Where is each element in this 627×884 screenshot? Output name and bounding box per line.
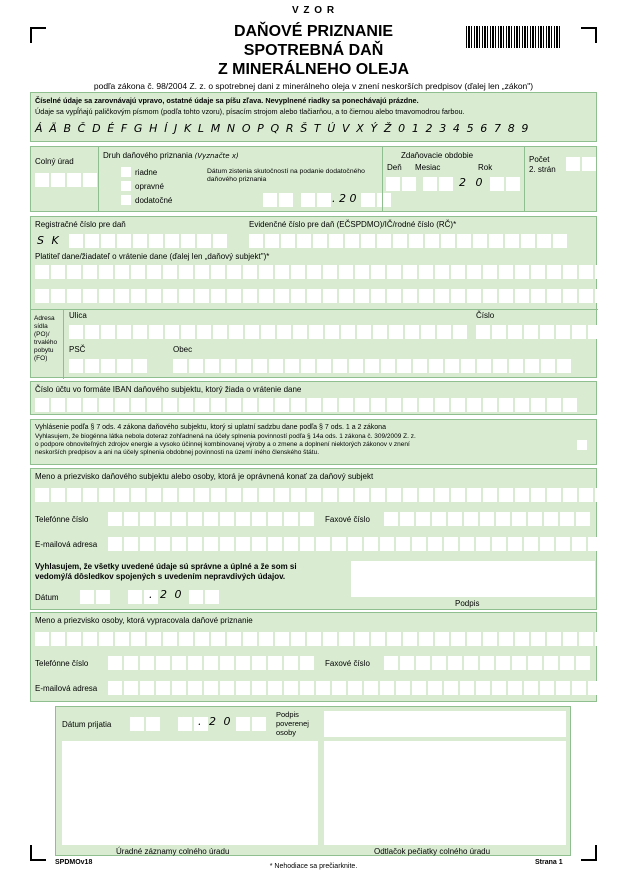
datum-field[interactable] [80,590,158,604]
datum-label: Dátum [35,593,59,602]
vypracovala-telefon-field[interactable] [108,656,314,670]
riadne-label: riadne [135,168,158,177]
ulica-label: Ulica [69,311,87,320]
fax-label: Faxové číslo [325,515,370,524]
mesiac-label: Mesiac [415,163,441,172]
reg-cislo-label: Registračné číslo pre daň [35,220,126,229]
adresa-label: Adresa [34,315,55,322]
datum-zistenia-suffix: . 2 0 [332,192,357,205]
obdobie-rok-field[interactable] [490,177,520,191]
psc-field[interactable] [69,359,147,373]
datum-prijatia-field[interactable] [130,717,208,731]
obdobie-rok-prefix: 2 0 [459,176,486,189]
telefon-label: Telefónne číslo [35,515,89,524]
colny-urad-field[interactable] [35,173,97,187]
pobytu-label: pobytu [34,347,54,354]
cislo-label: Číslo [476,311,495,320]
reg-cislo-field[interactable] [69,234,227,248]
vypracovala-email-field[interactable] [108,681,602,695]
colny-urad-label: Colný úrad [35,157,74,166]
datum-year-field[interactable] [189,590,219,604]
riadne-checkbox[interactable] [121,167,131,177]
podpis-box[interactable] [351,561,595,597]
vyhlasujem-line-2: vedomý/á dôsledkov spojených s uvedením nepravdivých údajov. [35,572,286,581]
section-iban [30,381,597,415]
form-code: SPDMOv18 [55,859,93,866]
druh-label: Druh daňového priznania (Vyznačte x) [103,151,239,160]
platitel-field-row1[interactable] [35,265,625,279]
vypracovala-meno-label: Meno a priezvisko osoby, ktorá vypracovala daňové priznanie [35,616,253,625]
evid-cislo-field[interactable] [249,234,567,248]
opravne-label: opravné [135,182,164,191]
section-vypracovala [30,612,597,702]
obdobie-label: Zdaňovacie obdobie [401,151,474,160]
zaznamy-box [62,741,318,845]
podpis-label: Podpis [455,599,480,608]
corner-mark-bottom-left [30,845,46,861]
meno-field[interactable] [35,488,625,502]
den-label: Deň [387,163,402,172]
obec-label: Obec [173,345,193,354]
obdobie-mesiac-field[interactable] [423,177,453,191]
vyhlasenie-line-2: Vyhlasujem, že biogénna látka nebola doteraz zohľadnená na účely splnenia povinností podľa § 14a ods. 1 zákona č. 309/2009 Z. z. [35,433,416,440]
datum-zistenia-year[interactable] [361,193,391,207]
section-druh-priznania [30,146,597,212]
instructions-section [30,92,597,142]
section-danovy-subjekt [30,216,597,378]
datum-zistenia-label: Dátum zistenia skutočností na podanie dodatočného daňového priznania [207,168,365,183]
pocet-label: Počet [529,155,550,164]
vzor-label: V Z O R [291,5,336,16]
podpis-poverenej-box[interactable] [324,711,566,737]
subtitle: podľa zákona č. 98/2004 Z. z. o spotrebnej dani z minerálneho oleja v znení neskorších predpisov (ďalej len „zákon") [93,81,534,91]
fax-field[interactable] [384,512,590,526]
email-label: E-mailová adresa [35,540,98,549]
platitel-field-row2[interactable] [35,289,625,303]
vypracovala-fax-field[interactable] [384,656,590,670]
datum-prijatia-suffix: . 2 0 [198,715,233,728]
instructions-line-2: Údaje sa vypĺňajú paličkovým písmom (podľa tohto vzoru), písacím strojom alebo tlačiarňou, a to čiernou alebo tmavomodrou farbou. [35,107,465,116]
vypracovala-email-label: E-mailová adresa [35,684,98,693]
vypracovala-meno-field[interactable] [35,632,625,646]
stran-label: 2. strán [529,165,556,174]
platitel-label: Platiteľ dane/žiadateľ o vrátenie dane (ďalej len „daňový subjekt")* [35,252,270,261]
vyhlasenie-checkbox[interactable] [577,440,587,450]
footnote: * Nehodiace sa prečiarknite. [269,863,358,870]
podpis-poverenej-1: Podpis [276,710,299,719]
odtlacok-label: Odtlačok pečiatky colného úradu [374,847,491,856]
datum-suffix: . 2 0 [149,588,184,601]
instructions-line-1: Číselné údaje sa zarovnávajú vpravo, ostatné údaje sa píšu zľava. Nevyplnené riadky sa ponechávajú prázdne. [35,96,419,105]
odtlacok-box [324,741,566,845]
psc-label: PSČ [69,345,86,354]
page-number: Strana 1 [535,859,563,866]
vypracovala-fax-label: Faxové číslo [325,659,370,668]
title-line-3: Z MINERÁLNEHO OLEJA [217,61,410,78]
datum-prijatia-label: Dátum prijatia [62,720,112,729]
dodatocne-label: dodatočné [135,196,173,205]
sk-prefix: S K [37,234,61,247]
obdobie-den-field[interactable] [386,177,416,191]
section-vyhlasenie [30,419,597,465]
iban-label: Číslo účtu vo formáte IBAN daňového subjektu, ktorý žiada o vrátenie dane [35,385,302,394]
title-line-1: DAŇOVÉ PRIZNANIE [233,23,394,40]
iban-field[interactable] [35,398,577,412]
pocet-stran-field[interactable] [566,157,596,171]
obec-field[interactable] [173,359,571,373]
vypracovala-telefon-label: Telefónne číslo [35,659,89,668]
fo-label: (FO) [34,355,48,362]
zaznamy-label: Úradné záznamy colného úradu [116,847,230,856]
sidla-label: sídla [34,323,48,330]
vyhlasujem-line-1: Vyhlasujem, že všetky uvedené údaje sú správne a úplné a že som si [35,562,297,571]
vyhlasenie-line-3: o podpore obnoviteľných zdrojov energie a vysoko účinnej kombinovanej výroby a o zmene a doplnení niektorých zákonov v znení [35,441,410,448]
corner-mark-bottom-right [581,845,597,861]
datum-prijatia-year[interactable] [236,717,266,731]
section-urad [55,706,571,856]
po-label: (PO)/ [34,331,50,338]
trvaleho-label: trvalého [34,339,58,346]
title-line-2: SPOTREBNÁ DAŇ [243,42,384,59]
ulica-field[interactable] [69,325,467,339]
datum-zistenia-field[interactable] [263,193,331,207]
email-field[interactable] [108,537,602,551]
podpis-poverenej-3: osoby [276,728,297,737]
telefon-field[interactable] [108,512,314,526]
opravne-checkbox[interactable] [121,181,131,191]
podpis-poverenej-2: poverenej [276,719,309,728]
meno-label: Meno a priezvisko daňového subjektu alebo osoby, ktorá je oprávnená konať za daňový subjekt [35,472,374,481]
vyhlasenie-line-1: Vyhlásenie podľa § 7 ods. 4 zákona daňového subjektu, ktorý si uplatní sadzbu dane podľa § 7 ods. 1 a 2 zákona [35,424,386,431]
handwriting-alphabet: Á Ä B Č D É F G H Í J K L M N O P Q R Š T Ú V X Ý Ž 0 1 2 3 4 5 6 7 8 9 [35,122,530,135]
dodatocne-checkbox[interactable] [121,195,131,205]
vyhlasenie-line-4: neskorších predpisov a ani na účely splnenia obdobnej povinnosti na území iného členského štátu. [35,449,320,456]
rok-label: Rok [478,163,493,172]
cislo-field[interactable] [476,325,602,339]
evid-cislo-label: Evidenčné číslo pre daň (EČSPDMO)/IČ/rodné číslo (RČ)* [249,220,457,229]
section-opravnena-osoba [30,468,597,610]
